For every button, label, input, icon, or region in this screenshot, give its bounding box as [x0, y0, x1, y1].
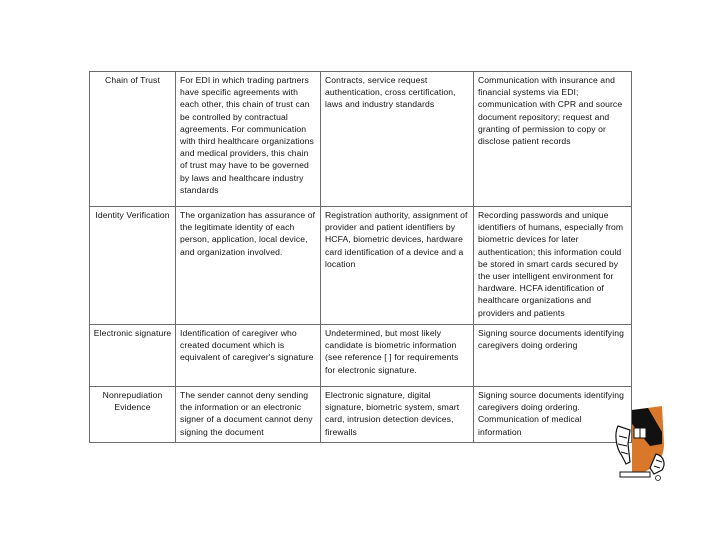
table-cell: Undetermined, but most likely candidate is biometric information (see reference [ ] for requirements for electronic signature.	[321, 325, 474, 387]
table-cell: Contracts, service request authentication, cross certification, laws and industry standards	[321, 72, 474, 207]
table-cell: Signing source documents identifying caregivers doing ordering. Communication of medical information	[474, 387, 632, 443]
table-cell: Identification of caregiver who created document which is equivalent of caregiver's signature	[176, 325, 321, 387]
table-cell: Signing source documents identifying caregivers doing ordering	[474, 325, 632, 387]
row-category: Identity Verification	[90, 207, 176, 325]
row-category: Nonrepudiation Evidence	[90, 387, 176, 443]
security-requirements-table	[89, 71, 632, 443]
logo-banner	[620, 472, 650, 477]
university-shield-logo	[612, 404, 668, 484]
table-cell: The organization has assurance of the legitimate identity of each person, application, local device, and organization involved.	[176, 207, 321, 325]
table-row	[90, 387, 632, 443]
table-row	[90, 207, 632, 325]
table-cell: Electronic signature, digital signature, biometric system, smart card, intrusion detection devices, firewalls	[321, 387, 474, 443]
table-cell: The sender cannot deny sending the information or an electronic signer of a document cannot deny signing the document	[176, 387, 321, 443]
table-row	[90, 325, 632, 387]
table-row	[90, 72, 632, 207]
table-cell: Recording passwords and unique identifiers of humans, especially from biometric devices for later authentication; this information could be stored in smart cards secured by the user intelligent environment for hardware. HCFA identification of healthcare organizations and providers and patients	[474, 207, 632, 325]
table-cell: Registration authority, assignment of provider and patient identifiers by HCFA, biometric devices, hardware card identification of a device and a location	[321, 207, 474, 325]
row-category: Electronic signature	[90, 325, 176, 387]
table-cell: For EDI in which trading partners have specific agreements with each other, this chain of trust can be controlled by contractual agreements. For communication with third healthcare organizations and medical providers, this chain of trust may have to be governed by laws and healthcare industry standards	[176, 72, 321, 207]
table-cell: Communication with insurance and financial systems via EDI; communication with CPR and source document repository; request and granting of permission to copy or disclose patient records	[474, 72, 632, 207]
row-category: Chain of Trust	[90, 72, 176, 207]
